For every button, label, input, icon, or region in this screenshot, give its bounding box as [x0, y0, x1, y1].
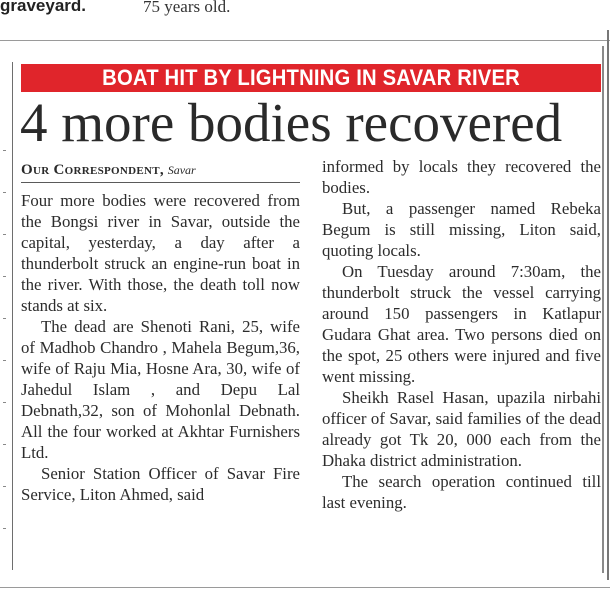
previous-text-fragment: 75 years old. [143, 0, 231, 16]
paragraph: On Tuesday around 7:30am, the thunderbolt struck the vessel carrying around 150 passengers in Katlapur Gudara Ghat area. Two persons died on the spot, 25 others were injured and five went missing. [322, 262, 601, 386]
paragraph: Sheikh Rasel Hasan, upazila nirbahi officer of Savar, said families of the dead already got Tk 20, 000 each from the Dhaka district administration. [322, 388, 601, 470]
article-headline: 4 more bodies recovered [20, 92, 563, 153]
gutter-marks [3, 150, 7, 550]
byline-divider [21, 182, 300, 183]
article-column-left [21, 190, 300, 505]
paragraph: The dead are Shenoti Rani, 25, wife of Madhob Chandro , Mahela Begum,36, wife of Raju Mia, Hosne Ara, 30, wife of Jahedul Islam , and Depu Lal Debnath,32, son of Mohonlal Debnath. All the four worked at Akhtar Furnishers Ltd. [21, 317, 300, 462]
paragraph: The search operation continued till last evening. [322, 472, 601, 512]
previous-article-strip [0, 0, 610, 24]
bottom-divider [0, 587, 610, 588]
byline [21, 160, 301, 180]
paragraph: But, a passenger named Rebeka Begum is still missing, Liton said, quoting locals. [322, 199, 601, 260]
page-right-edge [607, 30, 609, 580]
paragraph: informed by locals they recovered the bodies. [322, 157, 601, 197]
top-divider [0, 40, 610, 41]
previous-headline-fragment: graveyard. [0, 0, 86, 15]
byline-place: Savar [167, 163, 196, 177]
kicker-text: BOAT HIT BY LIGHTNING IN SAVAR RIVER [102, 65, 520, 90]
article-column-right [322, 156, 601, 513]
byline-name: Our Correspondent, [21, 162, 164, 178]
paragraph: Four more bodies were recovered from the Bongsi river in Savar, outside the capital, yesterday, a day after a thunderbolt struck an engine-run boat in the river. With those, the death toll now stands at six. [21, 191, 300, 315]
paragraph: Senior Station Officer of Savar Fire Service, Liton Ahmed, said [21, 464, 300, 504]
article-left-border [12, 62, 13, 570]
